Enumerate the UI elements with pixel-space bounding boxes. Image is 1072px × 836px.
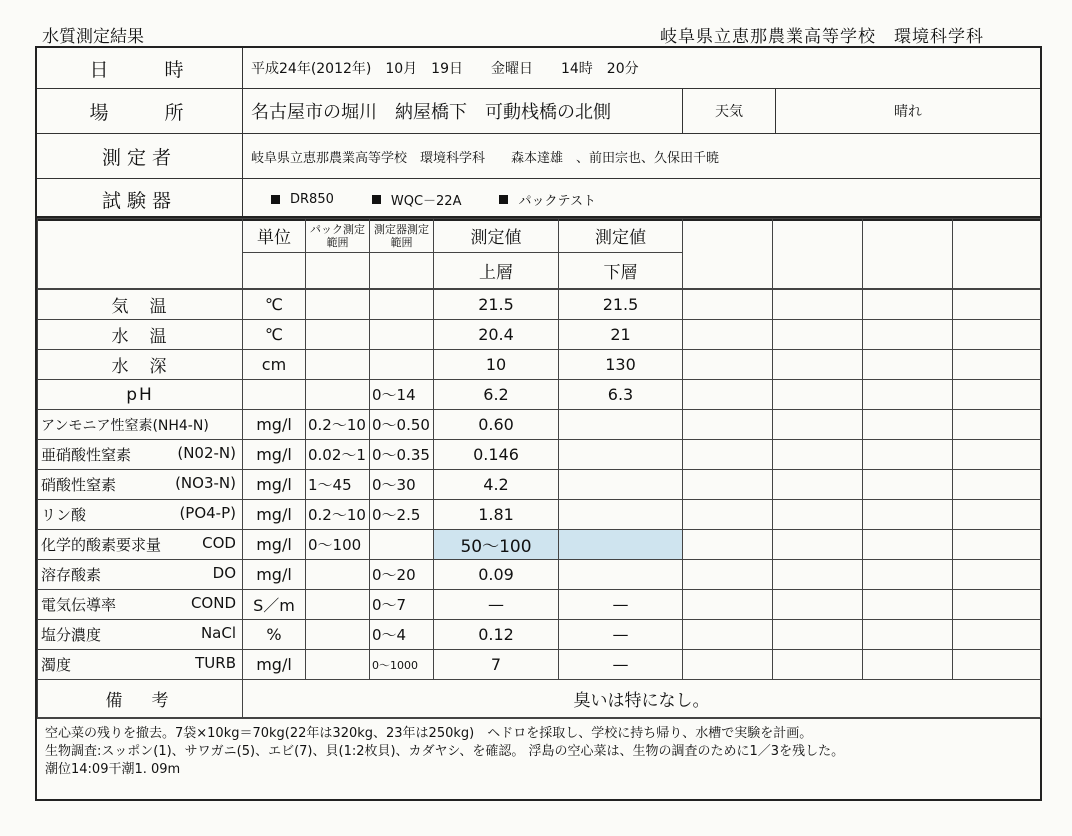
school-header: 岐阜県立恵那農業高等学校 環境科学科	[660, 27, 984, 47]
item-code: NaCl	[200, 624, 236, 642]
upper-value-cell: 50～100	[434, 530, 559, 560]
item-name: 濁度	[41, 656, 72, 674]
empty-cell	[863, 590, 953, 620]
empty-cell	[683, 500, 773, 530]
instrument-1: DR850	[290, 191, 334, 207]
item-cell	[38, 650, 243, 680]
upper-value-cell: 0.60	[434, 410, 559, 440]
pack-range-cell	[306, 650, 370, 680]
empty-cell	[863, 410, 953, 440]
empty-cell	[773, 219, 863, 289]
remarks-row	[38, 680, 1041, 718]
header-block	[35, 46, 1042, 221]
lower-value-cell: —	[559, 590, 683, 620]
item-cell	[38, 470, 243, 500]
table-row	[38, 470, 1041, 500]
lower-layer-header: 下層	[559, 253, 683, 289]
place-value: 名古屋市の堀川 納屋橋下 可動栈橋の北側	[251, 102, 611, 123]
upper-value-cell: —	[434, 590, 559, 620]
item-code: COD	[202, 534, 236, 552]
weather-label: 天気	[682, 89, 775, 133]
lower-value-cell	[559, 560, 683, 590]
unit-cell: %	[243, 620, 306, 650]
instrument-3: パックテスト	[518, 193, 596, 209]
place-row	[37, 89, 1040, 134]
item-name: 亜硝酸性窒素	[41, 446, 132, 464]
empty-cell	[773, 290, 863, 320]
empty-cell	[773, 650, 863, 680]
pack-range-cell	[306, 560, 370, 590]
item-cell	[38, 590, 243, 620]
table-row	[38, 320, 1041, 350]
lower-value-cell	[559, 530, 683, 560]
item-cell: pH	[38, 380, 243, 410]
instrument-2: WQC－22A	[390, 193, 462, 209]
upper-value-cell: 0.09	[434, 560, 559, 590]
table-row	[38, 530, 1041, 560]
empty-cell	[863, 530, 953, 560]
empty-cell	[683, 530, 773, 560]
upper-value-cell: 21.5	[434, 290, 559, 320]
empty-cell	[863, 440, 953, 470]
empty-cell	[683, 380, 773, 410]
item-cell	[38, 530, 243, 560]
pack-range-cell	[306, 590, 370, 620]
item-cell: 水 温	[38, 320, 243, 350]
empty-cell	[683, 590, 773, 620]
note-line: 潮位14:09干潮1. 09m	[45, 762, 181, 777]
empty-cell	[370, 253, 434, 289]
item-name: 溶存酸素	[41, 566, 102, 584]
datetime-label: 日 時	[37, 48, 243, 88]
empty-cell	[953, 320, 1041, 350]
unit-cell: mg/l	[243, 560, 306, 590]
item-cell: 水 深	[38, 350, 243, 380]
datetime-value: 平成24年(2012年) 10月 19日 金曜日 14時 20分	[251, 61, 639, 77]
empty-cell	[683, 219, 773, 289]
measurer-label: 測定者	[37, 134, 243, 178]
empty-cell	[863, 560, 953, 590]
empty-cell	[773, 320, 863, 350]
empty-cell	[683, 620, 773, 650]
upper-value-cell: 1.81	[434, 500, 559, 530]
data-rows	[38, 290, 1041, 680]
pack-range-cell: 0.2～10	[306, 500, 370, 530]
empty-cell	[863, 320, 953, 350]
upper-value-cell: 6.2	[434, 380, 559, 410]
datetime-row	[37, 48, 1040, 89]
meter-range-cell: 0～2.5	[370, 500, 434, 530]
lower-value-cell	[559, 500, 683, 530]
empty-cell	[683, 410, 773, 440]
pack-range-cell: 0～100	[306, 530, 370, 560]
table-row	[38, 290, 1041, 320]
lower-value-cell: 6.3	[559, 380, 683, 410]
lower-value-cell: 21.5	[559, 290, 683, 320]
lower-value-cell	[559, 470, 683, 500]
unit-cell: ℃	[243, 320, 306, 350]
item-cell	[38, 440, 243, 470]
lower-value-cell: 21	[559, 320, 683, 350]
empty-cell	[683, 440, 773, 470]
item-code: COND	[190, 594, 236, 612]
item-code: DO	[212, 564, 236, 582]
instruments-value	[243, 179, 1040, 219]
pack-range-cell	[306, 350, 370, 380]
item-name: 化学的酸素要求量	[41, 536, 162, 554]
empty-cell	[683, 350, 773, 380]
upper-value-cell: 0.12	[434, 620, 559, 650]
item-cell	[38, 620, 243, 650]
item-cell: 気 温	[38, 290, 243, 320]
instruments-label: 試験器	[37, 179, 243, 219]
empty-cell	[683, 560, 773, 590]
meter-range-cell: 0～7	[370, 590, 434, 620]
measured-header-upper: 測定値	[434, 219, 559, 253]
remarks-value: 臭いは特になし。	[243, 680, 1041, 718]
item-cell	[38, 560, 243, 590]
meter-range-cell: 0～0.35	[370, 440, 434, 470]
table-row	[38, 560, 1041, 590]
empty-cell	[953, 650, 1041, 680]
document-title: 水質測定結果	[42, 27, 144, 47]
lower-value-cell	[559, 440, 683, 470]
upper-value-cell: 20.4	[434, 320, 559, 350]
table-row	[38, 500, 1041, 530]
lower-value-cell	[559, 410, 683, 440]
pack-range-cell	[306, 620, 370, 650]
meter-range-cell: 0～0.50	[370, 410, 434, 440]
weather-value: 晴れ	[775, 89, 1040, 133]
pack-range-cell: 0.02～1	[306, 440, 370, 470]
item-code: (N02-N)	[177, 444, 236, 462]
meter-range-cell: 0～30	[370, 470, 434, 500]
empty-cell	[953, 530, 1041, 560]
empty-cell	[953, 440, 1041, 470]
place-label: 場 所	[37, 89, 243, 133]
column-header-row	[38, 219, 1041, 253]
bullet-square-icon	[372, 195, 381, 204]
item-code: (NO3-N)	[175, 474, 236, 492]
item-name: 硝酸性窒素	[41, 476, 117, 494]
empty-cell	[306, 253, 370, 289]
empty-cell	[683, 650, 773, 680]
unit-cell: mg/l	[243, 530, 306, 560]
empty-cell	[953, 350, 1041, 380]
pack-range-cell: 0.2～10	[306, 410, 370, 440]
table-row	[38, 650, 1041, 680]
remarks-label: 備 考	[38, 680, 243, 718]
unit-cell: mg/l	[243, 470, 306, 500]
empty-cell	[863, 290, 953, 320]
empty-cell	[773, 620, 863, 650]
pack-range-header: パック測定範囲	[306, 219, 370, 253]
pack-range-cell	[306, 290, 370, 320]
empty-cell	[773, 410, 863, 440]
table-row	[38, 380, 1041, 410]
empty-cell	[863, 650, 953, 680]
empty-cell	[683, 470, 773, 500]
header-empty-cell	[38, 219, 243, 289]
upper-value-cell: 10	[434, 350, 559, 380]
measurer-value: 岐阜県立恵那農業高等学校 環境科学科 森本達雄 、前田宗也、久保田千暁	[251, 150, 720, 166]
upper-layer-header: 上層	[434, 253, 559, 289]
pack-range-cell	[306, 380, 370, 410]
unit-cell: mg/l	[243, 650, 306, 680]
empty-cell	[863, 219, 953, 289]
bullet-square-icon	[271, 195, 280, 204]
lower-value-cell: —	[559, 620, 683, 650]
meter-range-cell	[370, 530, 434, 560]
table-row	[38, 440, 1041, 470]
meter-range-cell: 0～1000	[370, 650, 434, 680]
empty-cell	[863, 620, 953, 650]
meter-range-cell	[370, 290, 434, 320]
item-name: 塩分濃度	[41, 626, 102, 644]
unit-cell: mg/l	[243, 410, 306, 440]
upper-value-cell: 7	[434, 650, 559, 680]
empty-cell	[863, 470, 953, 500]
empty-cell	[773, 380, 863, 410]
pack-range-cell	[306, 320, 370, 350]
meter-range-cell: 0～4	[370, 620, 434, 650]
unit-cell: mg/l	[243, 440, 306, 470]
instruments-row	[37, 179, 1040, 219]
empty-cell	[683, 320, 773, 350]
empty-cell	[863, 380, 953, 410]
unit-cell	[243, 380, 306, 410]
empty-cell	[953, 410, 1041, 440]
lower-value-cell: 130	[559, 350, 683, 380]
upper-value-cell: 4.2	[434, 470, 559, 500]
unit-cell: cm	[243, 350, 306, 380]
bullet-square-icon	[499, 195, 508, 204]
empty-cell	[953, 470, 1041, 500]
item-code: (PO4-P)	[179, 504, 236, 522]
empty-cell	[773, 530, 863, 560]
meter-range-header: 測定器測定範囲	[370, 219, 434, 253]
empty-cell	[953, 380, 1041, 410]
empty-cell	[863, 350, 953, 380]
upper-value-cell: 0.146	[434, 440, 559, 470]
meter-range-cell: 0～20	[370, 560, 434, 590]
empty-cell	[953, 290, 1041, 320]
empty-cell	[863, 500, 953, 530]
meter-range-cell	[370, 350, 434, 380]
measurer-row	[37, 134, 1040, 179]
empty-cell	[243, 253, 306, 289]
empty-cell	[773, 470, 863, 500]
empty-cell	[683, 290, 773, 320]
empty-cell	[773, 440, 863, 470]
empty-cell	[773, 350, 863, 380]
empty-cell	[953, 560, 1041, 590]
unit-cell: mg/l	[243, 500, 306, 530]
note-line: 生物調査:スッポン(1)、サワガニ(5)、エビ(7)、貝(1:2枚貝)、カダヤシ、を確認。 浮島の空心菜は、生物の調査のために1／3を残した。	[45, 744, 845, 759]
item-cell	[38, 500, 243, 530]
table-row	[38, 590, 1041, 620]
measured-header-lower: 測定値	[559, 219, 683, 253]
meter-range-cell: 0～14	[370, 380, 434, 410]
unit-cell: ℃	[243, 290, 306, 320]
table-row	[38, 410, 1041, 440]
lower-value-cell: —	[559, 650, 683, 680]
unit-cell: S／m	[243, 590, 306, 620]
empty-cell	[773, 590, 863, 620]
empty-cell	[953, 500, 1041, 530]
item-name: 電気伝導率	[41, 596, 117, 614]
pack-range-cell: 1～45	[306, 470, 370, 500]
empty-cell	[953, 590, 1041, 620]
empty-cell	[953, 620, 1041, 650]
measurement-table	[35, 216, 1042, 801]
table-row	[38, 620, 1041, 650]
item-code: TURB	[195, 654, 236, 672]
notes-section	[37, 718, 1040, 799]
empty-cell	[773, 560, 863, 590]
meter-range-cell	[370, 320, 434, 350]
unit-header: 単位	[243, 219, 306, 253]
empty-cell	[953, 219, 1041, 289]
item-cell: アンモニア性窒素(NH4-N)	[38, 410, 243, 440]
empty-cell	[773, 500, 863, 530]
table-row	[38, 350, 1041, 380]
note-line: 空心菜の残りを撤去。7袋×10kg＝70kg(22年は320kg、23年は250kg) ヘドロを採取し、学校に持ち帰り、水槽で実験を計画。	[45, 726, 813, 741]
item-name: リン酸	[41, 506, 87, 524]
